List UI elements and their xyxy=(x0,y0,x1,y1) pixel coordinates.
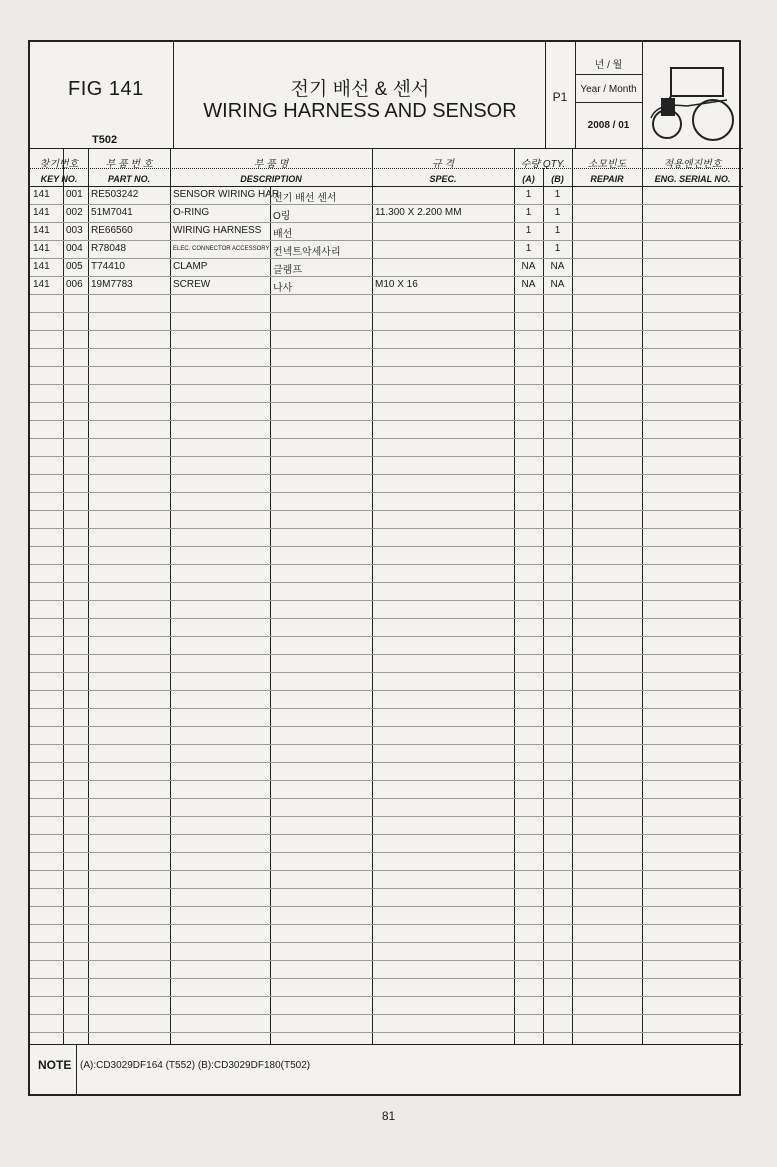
row-rule xyxy=(30,384,743,385)
part-no-header-korean: 부 품 번 호 xyxy=(105,159,153,170)
year-month-divider xyxy=(575,74,642,75)
table-row xyxy=(30,258,743,276)
row-rule xyxy=(30,780,743,781)
key-no-header-korean: 찾기번호 xyxy=(39,159,79,170)
row-rule xyxy=(30,456,743,457)
row-qty-b: NA xyxy=(550,261,565,272)
row-key-number: 002 xyxy=(66,207,83,218)
row-spec: 11.300 X 2.200 MM xyxy=(375,207,462,218)
spec-header-korean: 규 격 xyxy=(431,159,455,170)
row-qty-b: 1 xyxy=(554,243,561,254)
year-month-value: 2008 / 01 xyxy=(587,120,630,131)
qty-b-header: (B) xyxy=(551,174,564,184)
row-rule xyxy=(30,510,743,511)
page-number: 81 xyxy=(381,1109,396,1123)
row-rule xyxy=(30,978,743,979)
row-description: WIRING HARNESS xyxy=(173,225,262,236)
parts-sheet xyxy=(28,40,741,1096)
key-no-header: KEY NO. xyxy=(40,174,78,184)
table-row xyxy=(30,204,743,222)
table-bottom-line xyxy=(30,1044,743,1045)
row-part-number: T74410 xyxy=(91,261,125,272)
row-description: O-RING xyxy=(173,207,210,218)
row-description: SCREW xyxy=(173,279,211,290)
row-fig-number: 141 xyxy=(33,279,50,290)
row-fig-number: 141 xyxy=(33,207,50,218)
year-month-divider xyxy=(575,102,642,103)
column-line xyxy=(270,186,271,1044)
row-description: ELEC. CONNECTOR ACCESSORY xyxy=(173,246,270,252)
row-qty-a: 1 xyxy=(525,225,532,236)
repair-header: REPAIR xyxy=(590,174,624,184)
row-rule xyxy=(30,348,743,349)
table-row xyxy=(30,222,743,240)
header-divider xyxy=(642,42,643,148)
header-divider xyxy=(173,42,174,148)
row-rule xyxy=(30,438,743,439)
row-rule xyxy=(30,690,743,691)
row-part-number: RE66560 xyxy=(91,225,133,236)
row-description-korean: 전기 배선 센서 xyxy=(273,193,337,204)
row-fig-number: 141 xyxy=(33,189,50,200)
row-rule xyxy=(30,798,743,799)
part-no-header: PART NO. xyxy=(107,174,151,184)
table-row xyxy=(30,240,743,258)
note-divider xyxy=(76,1044,77,1094)
row-qty-b: NA xyxy=(550,279,565,290)
tractor-icon xyxy=(647,62,739,142)
serial-header-korean: 적용엔진번호 xyxy=(663,159,722,170)
row-rule xyxy=(30,852,743,853)
year-month-label: Year / Month xyxy=(580,84,637,95)
row-key-number: 004 xyxy=(66,243,83,254)
figure-number: FIG 141 xyxy=(68,78,144,100)
row-rule xyxy=(30,888,743,889)
table-row xyxy=(30,186,743,204)
spec-header: SPEC. xyxy=(429,174,457,184)
row-rule xyxy=(30,1014,743,1015)
row-rule xyxy=(30,420,743,421)
row-rule xyxy=(30,636,743,637)
row-rule xyxy=(30,708,743,709)
row-part-number: R78048 xyxy=(91,243,127,254)
row-key-number: 006 xyxy=(66,279,83,290)
row-qty-a: NA xyxy=(521,279,536,290)
row-rule xyxy=(30,600,743,601)
row-description: SENSOR WIRING HAR xyxy=(173,189,280,200)
note-text: (A):CD3029DF164 (T552) (B):CD3029DF180(T502) xyxy=(80,1060,311,1071)
row-rule xyxy=(30,726,743,727)
row-description: CLAMP xyxy=(173,261,208,272)
row-rule xyxy=(30,402,743,403)
note-label: NOTE xyxy=(38,1058,72,1072)
row-rule xyxy=(30,312,743,313)
row-rule xyxy=(30,672,743,673)
row-rule xyxy=(30,564,743,565)
row-qty-a: 1 xyxy=(525,243,532,254)
row-qty-b: 1 xyxy=(554,189,561,200)
row-rule xyxy=(30,366,743,367)
table-row xyxy=(30,276,743,294)
row-fig-number: 141 xyxy=(33,225,50,236)
row-rule xyxy=(30,546,743,547)
row-rule xyxy=(30,1032,743,1033)
row-rule xyxy=(30,870,743,871)
row-rule xyxy=(30,528,743,529)
row-description-korean: 클램프 xyxy=(273,265,302,276)
row-part-number: RE503242 xyxy=(91,189,139,200)
row-rule xyxy=(30,960,743,961)
row-rule xyxy=(30,816,743,817)
row-description-korean: 배선 xyxy=(273,229,293,240)
row-description-korean: 컨넥트악세사리 xyxy=(273,247,341,258)
row-description-korean: O링 xyxy=(273,211,291,222)
row-rule xyxy=(30,996,743,997)
description-header: DESCRIPTION xyxy=(240,174,302,184)
qty-header: 수량 QTY. xyxy=(520,159,566,170)
header-bottom-line xyxy=(30,148,743,149)
row-qty-a: 1 xyxy=(525,189,532,200)
row-key-number: 005 xyxy=(66,261,83,272)
row-rule xyxy=(30,492,743,493)
row-fig-number: 141 xyxy=(33,243,50,254)
page-title: WIRING HARNESS AND SENSOR xyxy=(203,100,517,122)
row-rule xyxy=(30,906,743,907)
page-title-korean: 전기 배선 & 센서 xyxy=(290,79,430,100)
row-qty-b: 1 xyxy=(554,207,561,218)
row-qty-b: 1 xyxy=(554,225,561,236)
qty-a-header: (A) xyxy=(522,174,535,184)
repair-header-korean: 소모빈도 xyxy=(587,159,627,170)
serial-header: ENG. SERIAL NO. xyxy=(654,174,731,184)
column-line xyxy=(543,168,544,1044)
row-rule xyxy=(30,474,743,475)
row-rule xyxy=(30,654,743,655)
row-rule xyxy=(30,744,743,745)
row-part-number: 19M7783 xyxy=(91,279,133,290)
row-rule xyxy=(30,762,743,763)
row-part-number: 51M7041 xyxy=(91,207,133,218)
row-qty-a: NA xyxy=(521,261,536,272)
model-code: T502 xyxy=(92,134,118,146)
row-key-number: 001 xyxy=(66,189,83,200)
row-description-korean: 나사 xyxy=(273,283,293,294)
row-rule xyxy=(30,924,743,925)
row-rule xyxy=(30,330,743,331)
row-rule xyxy=(30,582,743,583)
year-month-label-korean: 년 / 월 xyxy=(594,60,623,71)
row-key-number: 003 xyxy=(66,225,83,236)
row-rule xyxy=(30,834,743,835)
page-code: P1 xyxy=(552,90,568,104)
row-qty-a: 1 xyxy=(525,207,532,218)
row-rule xyxy=(30,942,743,943)
row-rule xyxy=(30,618,743,619)
row-fig-number: 141 xyxy=(33,261,50,272)
row-rule xyxy=(30,294,743,295)
row-spec: M10 X 16 xyxy=(375,279,418,290)
description-header-korean: 부 품 명 xyxy=(253,159,289,170)
